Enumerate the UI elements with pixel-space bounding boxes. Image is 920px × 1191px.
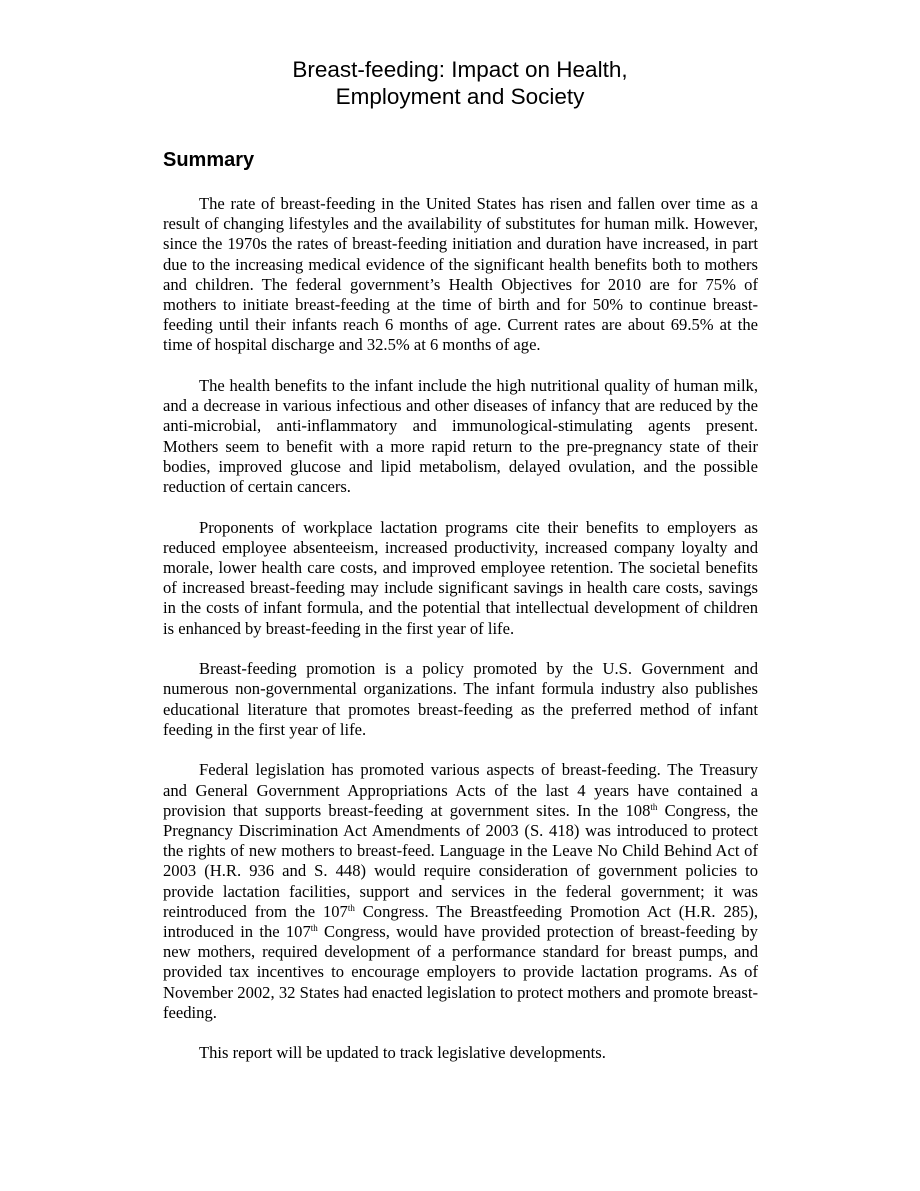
ordinal-superscript: th <box>310 923 318 934</box>
title-line-2: Employment and Society <box>335 84 585 109</box>
ordinal-superscript: th <box>347 902 355 913</box>
paragraph-5-text-4: Congress, would have provided protection of breast-feeding by new mothers, required development of a performance standard for breast pumps, and provided tax incentives to encourage employers to provide lactation programs. As of November 2002, 32 States had enacted legislation to protect mothers and promote breast-feeding. <box>163 922 758 1022</box>
paragraph-5-text-2: Congress, the Pregnancy Discrimination Act Amendments of 2003 (S. 418) was introduced to protect the rights of new mothers to breast-feed. Language in the Leave No Child Behind Act of 2003 (H.R. 936 and S. 448) would require consideration of government policies to provide lactation facilities, support and services in the federal government; it was reintroduced from the 107 <box>163 800 758 921</box>
document-title <box>160 56 760 110</box>
title-line-1: Breast-feeding: Impact on Health, <box>292 57 628 82</box>
summary-paragraph-6: This report will be updated to track legislative developments. <box>199 1043 606 1063</box>
summary-paragraph-5 <box>163 760 758 1023</box>
paragraph-5-text-3: Congress. The Breastfeeding Promotion Act (H.R. 285), introduced in the 107 <box>163 901 759 942</box>
summary-heading: Summary <box>163 149 255 171</box>
summary-paragraph-2: The health benefits to the infant include the high nutritional quality of human milk, and a decrease in various infectious and other diseases of infancy that are reduced by the anti-microbial, anti-inflammatory and immunological-stimulating agents present. Mothers seem to benefit with a more rapid return to the pre-pregnancy state of their bodies, improved glucose and lipid metabolism, delayed ovulation, and the possible reduction of certain cancers. <box>163 376 758 497</box>
summary-paragraph-3: Proponents of workplace lactation programs cite their benefits to employers as reduced employee absenteeism, increased productivity, increased company loyalty and morale, lower health care costs, and improved employee retention. The societal benefits of increased breast-feeding may include significant savings in health care costs, savings in the costs of infant formula, and the potential that intellectual development of children is enhanced by breast-feeding in the first year of life. <box>163 517 758 638</box>
summary-body <box>163 194 758 1084</box>
summary-paragraph-4: Breast-feeding promotion is a policy promoted by the U.S. Government and numerous non-governmental organizations. The infant formula industry also publishes educational literature that promotes breast-feeding as the preferred method of infant feeding in the first year of life. <box>163 659 758 739</box>
paragraph-5-text-1: Federal legislation has promoted various aspects of breast-feeding. The Treasury and General Government Appropriations Acts of the last 4 years have contained a provision that supports breast-feeding at government sites. In the 108 <box>163 760 758 820</box>
summary-paragraph-1: The rate of breast-feeding in the United States has risen and fallen over time as a result of changing lifestyles and the availability of substitutes for human milk. However, since the 1970s the rates of breast-feeding initiation and duration have increased, in part due to the increasing medical evidence of the significant health benefits both to mothers and children. The federal government’s Health Objectives for 2010 are for 75% of mothers to initiate breast-feeding at the time of birth and for 50% to continue breast-feeding until their infants reach 6 months of age. Current rates are about 69.5% at the time of hospital discharge and 32.5% at 6 months of age. <box>163 194 758 355</box>
ordinal-superscript: th <box>650 801 658 812</box>
